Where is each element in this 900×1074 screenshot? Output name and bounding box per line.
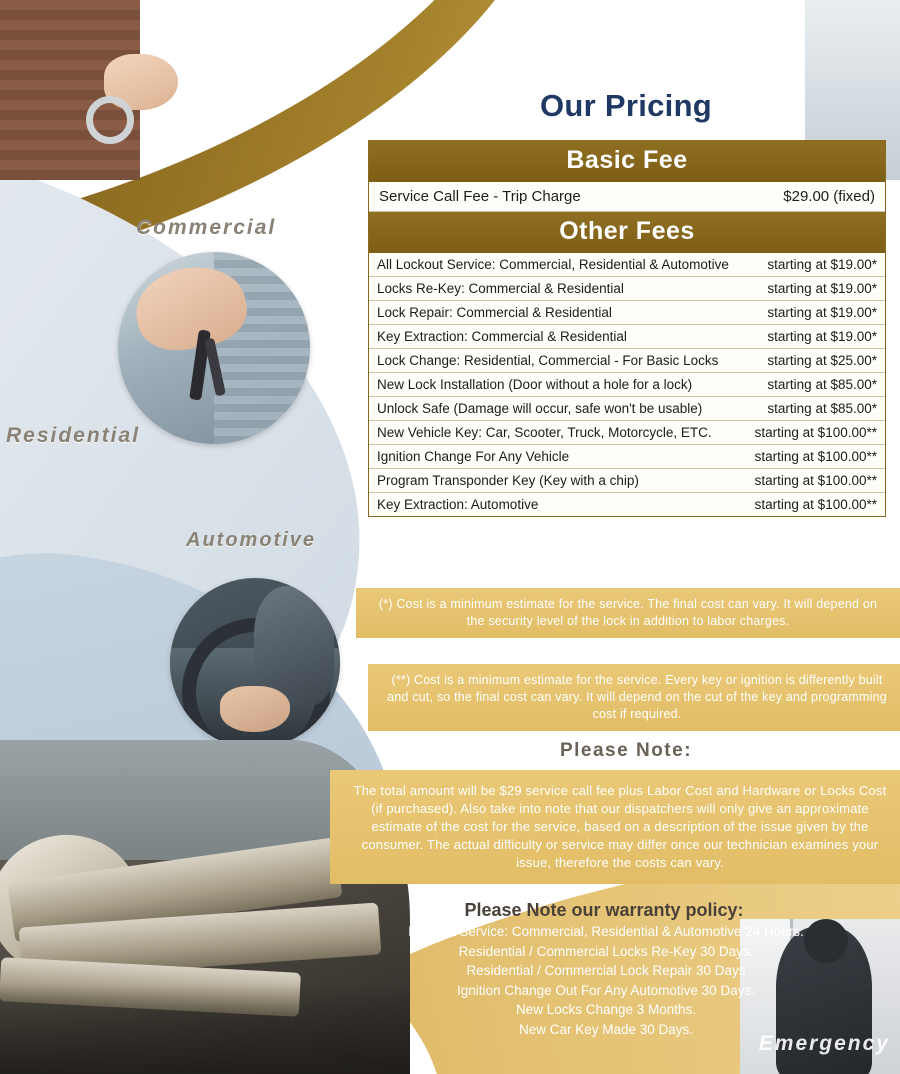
category-label-commercial: Commercial: [136, 216, 277, 239]
fee-description: Program Transponder Key (Key with a chip): [377, 473, 639, 488]
fee-description: Ignition Change For Any Vehicle: [377, 449, 570, 464]
note-double-asterisk: (**) Cost is a minimum estimate for the service. Every key or ignition is differently built and cut, so the final cost can vary. It will depend on the cut of the key and programming cost if required.: [368, 664, 900, 731]
category-label-residential: Residential: [6, 424, 141, 447]
warranty-list: [336, 922, 876, 1039]
fee-description: New Vehicle Key: Car, Scooter, Truck, Motorcycle, ETC.: [377, 425, 712, 440]
fee-price: starting at $19.00*: [767, 305, 877, 320]
table-row: [369, 277, 885, 301]
automotive-photo: [170, 578, 340, 748]
fee-price: starting at $19.00*: [767, 329, 877, 344]
fee-description: Key Extraction: Commercial & Residential: [377, 329, 627, 344]
page-title: Our Pricing: [539, 88, 713, 123]
key-ring-graphic: [86, 96, 134, 144]
fee-description: Locks Re-Key: Commercial & Residential: [377, 281, 624, 296]
table-row: [369, 421, 885, 445]
fee-price: starting at $85.00*: [767, 401, 877, 416]
warranty-line: Residential / Commercial Locks Re-Key 30 Days.: [458, 943, 754, 959]
table-row: [369, 469, 885, 493]
fee-description: Unlock Safe (Damage will occur, safe won't be usable): [377, 401, 703, 416]
warranty-line: New Car Key Made 30 Days.: [518, 1021, 694, 1037]
note-single-asterisk: (*) Cost is a minimum estimate for the service. The final cost can vary. It will depend on the security level of the lock in addition to labor charges.: [356, 588, 900, 638]
warranty-line: New Locks Change 3 Months.: [515, 1002, 697, 1017]
warranty-title: Please Note our warranty policy:: [464, 900, 744, 920]
warranty-line: Lockout Service: Commercial, Residential & Automotive 24 Hours.: [408, 924, 804, 939]
fee-description: Key Extraction: Automotive: [377, 497, 539, 512]
hand-graphic: [220, 686, 290, 732]
fee-description: Lock Repair: Commercial & Residential: [377, 305, 612, 320]
fee-price: starting at $100.00**: [754, 497, 877, 512]
fee-price: starting at $100.00**: [754, 473, 877, 488]
warranty-line: Residential / Commercial Lock Repair 30 Days: [466, 963, 746, 978]
table-row: [369, 253, 885, 277]
table-row: [369, 373, 885, 397]
table-row: [369, 445, 885, 469]
table-row: [369, 325, 885, 349]
table-row: [369, 493, 885, 516]
table-row: [369, 397, 885, 421]
fee-price: starting at $19.00*: [767, 257, 877, 272]
please-note-body: The total amount will be $29 service call fee plus Labor Cost and Hardware or Locks Cost (if purchased). Also take into note that our dispatchers will only give an approximate estimate of the cost for the service, based on a description of the issue given by the consumer. The actual difficulty or service may differ once our technician examines your issue, therefore the costs can vary.: [330, 770, 900, 884]
category-label-automotive: Automotive: [186, 529, 316, 551]
fee-price: starting at $85.00*: [767, 377, 877, 392]
fee-description: All Lockout Service: Commercial, Residential & Automotive: [377, 257, 729, 272]
other-fees-header: Other Fees: [369, 212, 885, 253]
fee-description: Lock Change: Residential, Commercial - For Basic Locks: [377, 353, 719, 368]
table-row: [369, 182, 885, 212]
fee-price: starting at $25.00*: [767, 353, 877, 368]
warranty-line: Ignition Change Out For Any Automotive 30 Days.: [457, 982, 755, 998]
fee-price: starting at $100.00**: [754, 425, 877, 440]
pricing-table: [368, 140, 886, 517]
fee-price: starting at $100.00**: [754, 449, 877, 464]
fee-price: $29.00 (fixed): [783, 188, 875, 205]
commercial-photo: [118, 252, 310, 444]
category-label-emergency: Emergency: [758, 1032, 890, 1055]
fee-description: Service Call Fee - Trip Charge: [379, 188, 581, 205]
please-note-title: Please Note:: [559, 740, 693, 761]
table-row: [369, 301, 885, 325]
basic-fee-header: Basic Fee: [369, 141, 885, 182]
fee-price: starting at $19.00*: [767, 281, 877, 296]
fee-description: New Lock Installation (Door without a hole for a lock): [377, 377, 693, 392]
table-row: [369, 349, 885, 373]
